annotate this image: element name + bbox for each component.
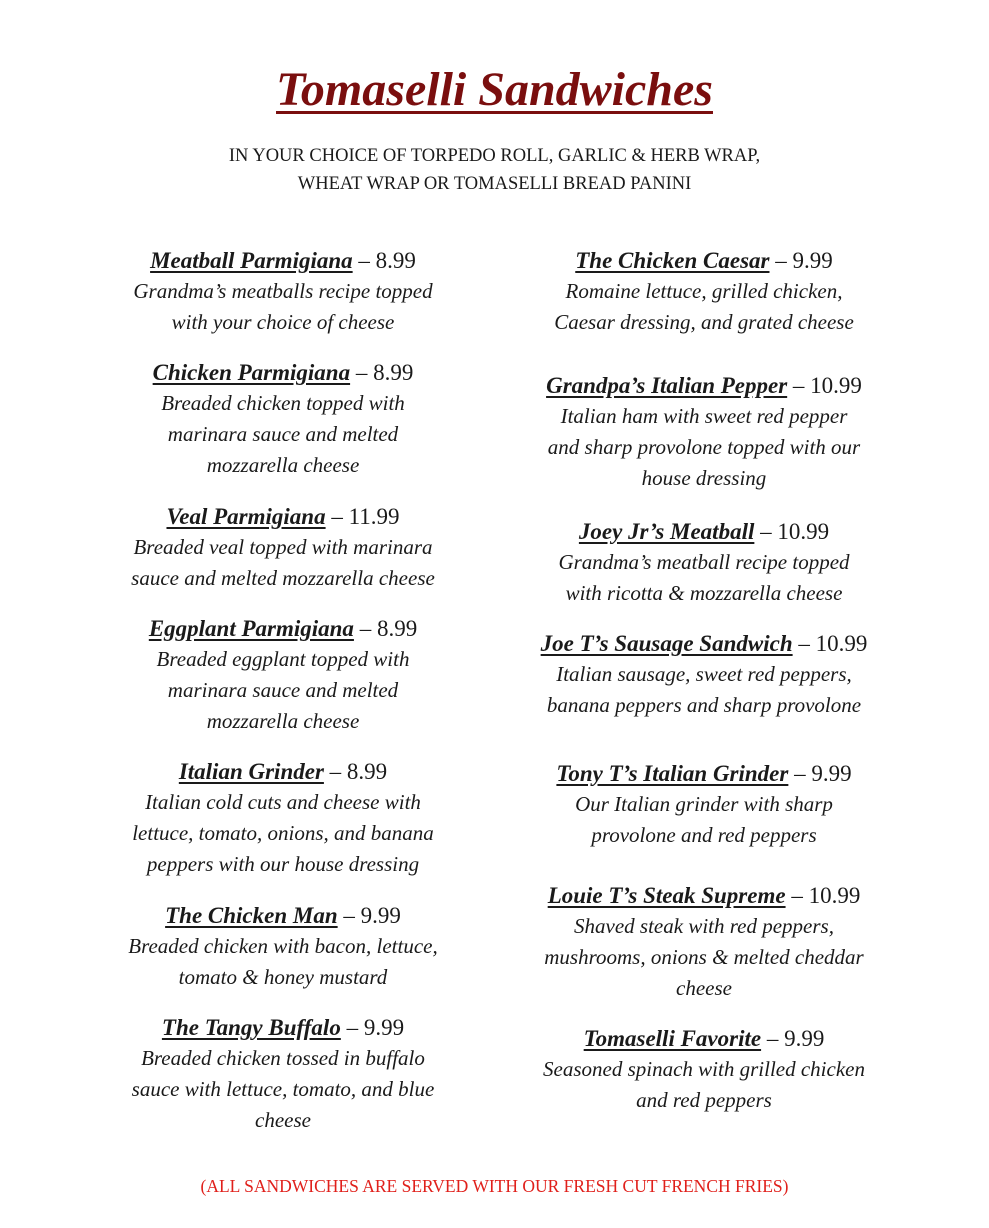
menu-item-description bbox=[514, 789, 894, 851]
description-line: mozzarella cheese bbox=[206, 709, 360, 733]
menu-item-name: The Chicken Caesar bbox=[575, 248, 770, 273]
menu-item-eggplant-parmigiana bbox=[93, 614, 473, 737]
subtitle-line: IN YOUR CHOICE OF TORPEDO ROLL, GARLIC & HERB WRAP, bbox=[228, 146, 761, 166]
menu-title: Tomaselli Sandwiches bbox=[276, 63, 713, 116]
description-line: provolone and red peppers bbox=[591, 823, 817, 847]
menu-item-dash: – bbox=[340, 1015, 364, 1040]
menu-item-heading bbox=[514, 517, 894, 547]
menu-item-price: 8.99 bbox=[346, 759, 388, 784]
menu-item-heading bbox=[93, 1013, 473, 1043]
menu-item-name: Italian Grinder bbox=[178, 759, 324, 784]
description-line: and sharp provolone topped with our bbox=[547, 435, 861, 459]
menu-item-dash: – bbox=[350, 360, 374, 385]
description-line: and red peppers bbox=[636, 1088, 772, 1112]
description-line: cheese bbox=[676, 976, 732, 1000]
menu-item-name: Veal Parmigiana bbox=[166, 504, 326, 529]
menu-item-heading bbox=[93, 246, 473, 276]
menu-item-price: 9.99 bbox=[363, 1015, 405, 1040]
description-line: Italian cold cuts and cheese with bbox=[145, 790, 421, 814]
menu-item-tomaselli-favorite bbox=[514, 1024, 894, 1116]
menu-item-name: Joey Jr’s Meatball bbox=[578, 519, 755, 544]
menu-item-dash: – bbox=[785, 883, 809, 908]
description-line: sauce with lettuce, tomato, and blue bbox=[131, 1077, 435, 1101]
menu-item-dash: – bbox=[787, 373, 811, 398]
menu-item-italian-grinder bbox=[93, 757, 473, 880]
description-line: banana peppers and sharp provolone bbox=[546, 693, 862, 717]
menu-item-heading bbox=[93, 757, 473, 787]
menu-item-dash: – bbox=[788, 761, 812, 786]
menu-item-chicken-parmigiana bbox=[93, 358, 473, 481]
menu-item-heading bbox=[93, 502, 473, 532]
menu-item-name: The Tangy Buffalo bbox=[161, 1015, 341, 1040]
menu-item-description bbox=[93, 388, 473, 481]
menu-item-price: 11.99 bbox=[348, 504, 400, 529]
menu-item-heading bbox=[514, 881, 894, 911]
menu-item-the-chicken-caesar bbox=[514, 246, 894, 338]
menu-item-description bbox=[514, 276, 894, 338]
menu-item-price: 9.99 bbox=[811, 761, 852, 786]
menu-item-heading bbox=[93, 901, 473, 931]
menu-item-dash: – bbox=[792, 631, 816, 656]
menu-item-description bbox=[93, 931, 473, 993]
menu-item-the-chicken-man bbox=[93, 901, 473, 993]
description-line: Breaded eggplant topped with bbox=[156, 647, 410, 671]
menu-item-dash: – bbox=[323, 759, 347, 784]
menu-item-price: 9.99 bbox=[792, 248, 833, 273]
menu-item-dash: – bbox=[325, 504, 349, 529]
menu-item-price: 10.99 bbox=[815, 631, 868, 656]
description-line: Breaded chicken with bacon, lettuce, bbox=[128, 934, 438, 958]
description-line: peppers with our house dressing bbox=[146, 852, 420, 876]
menu-item-heading bbox=[514, 371, 894, 401]
menu-item-heading bbox=[514, 246, 894, 276]
description-line: sauce and melted mozzarella cheese bbox=[131, 566, 435, 590]
menu-item-dash: – bbox=[353, 616, 377, 641]
menu-item-description bbox=[93, 1043, 473, 1136]
menu-item-description bbox=[514, 1054, 894, 1116]
menu-item-description bbox=[93, 276, 473, 338]
menu-item-name: Joe T’s Sausage Sandwich bbox=[540, 631, 793, 656]
menu-item-price: 9.99 bbox=[360, 903, 401, 928]
description-line: tomato & honey mustard bbox=[178, 965, 388, 989]
menu-item-name: Chicken Parmigiana bbox=[152, 360, 351, 385]
description-line: mushrooms, onions & melted cheddar bbox=[544, 945, 864, 969]
menu-item-veal-parmigiana bbox=[93, 502, 473, 594]
description-line: mozzarella cheese bbox=[206, 453, 360, 477]
description-line: with your choice of cheese bbox=[171, 310, 395, 334]
menu-item-description bbox=[514, 401, 894, 494]
menu-item-joey-jr-s-meatball bbox=[514, 517, 894, 609]
menu-item-louie-t-s-steak-supreme bbox=[514, 881, 894, 1004]
menu-item-heading bbox=[514, 629, 894, 659]
menu-item-heading bbox=[514, 759, 894, 789]
menu-item-dash: – bbox=[754, 519, 778, 544]
description-line: Breaded chicken topped with bbox=[161, 391, 405, 415]
menu-item-description bbox=[93, 532, 473, 594]
description-line: Caesar dressing, and grated cheese bbox=[554, 310, 854, 334]
menu-item-description bbox=[514, 911, 894, 1004]
description-line: Italian ham with sweet red pepper bbox=[560, 404, 848, 428]
menu-subtitle bbox=[0, 142, 989, 198]
menu-item-price: 10.99 bbox=[777, 519, 830, 544]
description-line: marinara sauce and melted bbox=[167, 678, 399, 702]
description-line: Breaded chicken tossed in buffalo bbox=[141, 1046, 425, 1070]
menu-item-name: Tony T’s Italian Grinder bbox=[556, 761, 789, 786]
menu-item-dash: – bbox=[769, 248, 793, 273]
menu-item-name: Louie T’s Steak Supreme bbox=[547, 883, 786, 908]
menu-item-price: 9.99 bbox=[784, 1026, 825, 1051]
description-line: cheese bbox=[255, 1108, 311, 1132]
description-line: Breaded veal topped with marinara bbox=[133, 535, 433, 559]
menu-item-description bbox=[514, 547, 894, 609]
menu-item-description bbox=[514, 659, 894, 721]
menu-item-heading bbox=[93, 358, 473, 388]
menu-item-price: 8.99 bbox=[375, 248, 416, 273]
menu-item-name: Eggplant Parmigiana bbox=[148, 616, 354, 641]
menu-item-name: The Chicken Man bbox=[165, 903, 338, 928]
menu-footer-note: (ALL SANDWICHES ARE SERVED WITH OUR FRESH CUT FRENCH FRIES) bbox=[200, 1176, 789, 1196]
menu-item-price: 8.99 bbox=[376, 616, 418, 641]
menu-item-joe-t-s-sausage-sandwich bbox=[514, 629, 894, 721]
menu-item-name: Grandpa’s Italian Pepper bbox=[546, 373, 788, 398]
description-line: Grandma’s meatball recipe topped bbox=[558, 550, 850, 574]
menu-item-tony-t-s-italian-grinder bbox=[514, 759, 894, 851]
menu-item-meatball-parmigiana bbox=[93, 246, 473, 338]
description-line: Seasoned spinach with grilled chicken bbox=[543, 1057, 865, 1081]
menu-item-description bbox=[93, 787, 473, 880]
menu-item-dash: – bbox=[352, 248, 376, 273]
description-line: with ricotta & mozzarella cheese bbox=[565, 581, 843, 605]
description-line: Shaved steak with red peppers, bbox=[574, 914, 834, 938]
description-line: house dressing bbox=[641, 466, 767, 490]
menu-item-description bbox=[93, 644, 473, 737]
menu-item-grandpa-s-italian-pepper bbox=[514, 371, 894, 494]
description-line: Romaine lettuce, grilled chicken, bbox=[565, 279, 843, 303]
menu-item-name: Meatball Parmigiana bbox=[150, 248, 353, 273]
menu-item-name: Tomaselli Favorite bbox=[583, 1026, 762, 1051]
menu-item-dash: – bbox=[761, 1026, 785, 1051]
menu-item-price: 8.99 bbox=[373, 360, 414, 385]
menu-item-price: 10.99 bbox=[810, 373, 862, 398]
subtitle-line: WHEAT WRAP OR TOMASELLI BREAD PANINI bbox=[297, 174, 692, 194]
description-line: Our Italian grinder with sharp bbox=[575, 792, 833, 816]
description-line: Grandma’s meatballs recipe topped bbox=[133, 279, 433, 303]
menu-item-the-tangy-buffalo bbox=[93, 1013, 473, 1136]
description-line: marinara sauce and melted bbox=[167, 422, 399, 446]
description-line: Italian sausage, sweet red peppers, bbox=[556, 662, 852, 686]
menu-item-dash: – bbox=[337, 903, 361, 928]
menu-item-heading bbox=[514, 1024, 894, 1054]
menu-item-price: 10.99 bbox=[808, 883, 861, 908]
menu-item-heading bbox=[93, 614, 473, 644]
description-line: lettuce, tomato, onions, and banana bbox=[132, 821, 434, 845]
